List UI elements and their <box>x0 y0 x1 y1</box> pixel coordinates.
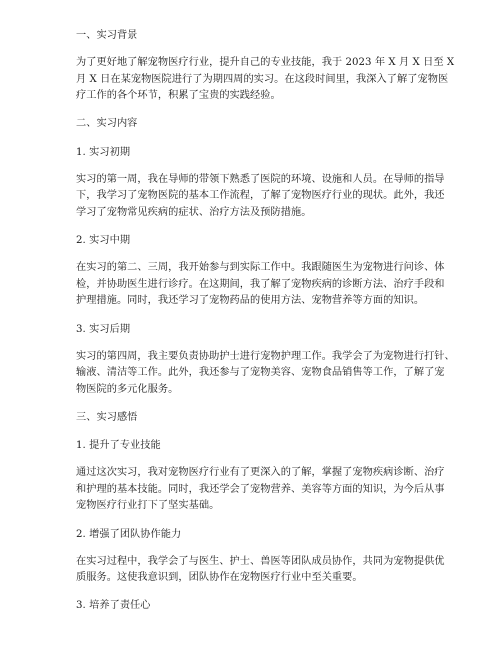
text-line: 宠物医疗行业打下了坚实基础。 <box>76 500 220 512</box>
body-paragraph <box>76 260 445 310</box>
body-paragraph <box>76 554 445 587</box>
section-heading <box>76 598 432 615</box>
section-heading <box>76 116 432 133</box>
text-line: 下，我学习了宠物医院的基本工作流程，了解了宠物医疗行业的现状。此外，我还 <box>76 190 445 202</box>
text-line: 和护理的基本技能。同时，我还学会了宠物营养、美容等方面的知识，为今后从事 <box>76 483 445 495</box>
text-line: 在实习的第二、三周，我开始参与到实际工作中。我跟随医生为宠物进行问诊、体 <box>76 262 445 274</box>
text-line: 物医院的多元化服务。 <box>76 383 179 395</box>
text-line: 护理措施。同时，我还学习了宠物药品的使用方法、宠物营养等方面的知识。 <box>76 295 425 307</box>
body-paragraph <box>76 465 445 515</box>
text-line: 1. 提升了专业技能 <box>76 440 161 452</box>
text-line: 二、实习内容 <box>76 118 138 130</box>
section-heading <box>76 145 432 162</box>
text-line: 疗工作的各个环节，积累了宝贵的实践经验。 <box>76 90 281 102</box>
text-line: 质服务。这使我意识到，团队协作在宠物医疗行业中至关重要。 <box>76 572 363 584</box>
text-line: 一、实习背景 <box>76 30 138 41</box>
text-line: 在实习过程中，我学会了与医生、护士、兽医等团队成员协作，共同为宠物提供优 <box>76 555 445 567</box>
section-heading <box>76 233 432 250</box>
text-line: 为了更好地了解宠物医疗行业，提升自己的专业技能，我于 2023 年 X 月 X 日至 X <box>76 57 455 69</box>
section-heading <box>76 28 432 45</box>
text-line: 月 X 日在某宠物医院进行了为期四周的实习。在这段时间里，我深入了解了宠物医 <box>76 73 449 85</box>
section-heading <box>76 438 432 455</box>
text-line: 2. 实习中期 <box>76 235 131 247</box>
document-body <box>76 28 455 615</box>
text-line: 输液、清洁等工作。此外，我还参与了宠物美容、宠物食品销售等工作，了解了宠 <box>76 367 445 379</box>
body-paragraph <box>76 349 455 399</box>
text-line: 学习了宠物常见疾病的症状、治疗方法及预防措施。 <box>76 206 312 218</box>
text-line: 通过这次实习，我对宠物医疗行业有了更深入的了解，掌握了宠物疾病诊断、治疗 <box>76 467 445 479</box>
body-paragraph <box>76 172 445 222</box>
section-heading <box>76 410 432 427</box>
section-heading <box>76 322 432 339</box>
text-line: 检，并协助医生进行诊疗。在这期间，我了解了宠物疾病的诊断方法、治疗手段和 <box>76 278 445 290</box>
body-paragraph <box>76 55 455 105</box>
section-heading <box>76 527 432 544</box>
text-line: 3. 实习后期 <box>76 323 131 335</box>
text-line: 1. 实习初期 <box>76 146 131 158</box>
text-line: 实习的第一周，我在导师的带领下熟悉了医院的环境、设施和人员。在导师的指导 <box>76 173 445 185</box>
text-line: 实习的第四周，我主要负责协助护士进行宠物护理工作。我学会了为宠物进行打针、 <box>76 350 455 362</box>
text-line: 三、实习感悟 <box>76 411 138 423</box>
text-line: 2. 增强了团队协作能力 <box>76 528 182 540</box>
text-line: 3. 培养了责任心 <box>76 600 151 612</box>
